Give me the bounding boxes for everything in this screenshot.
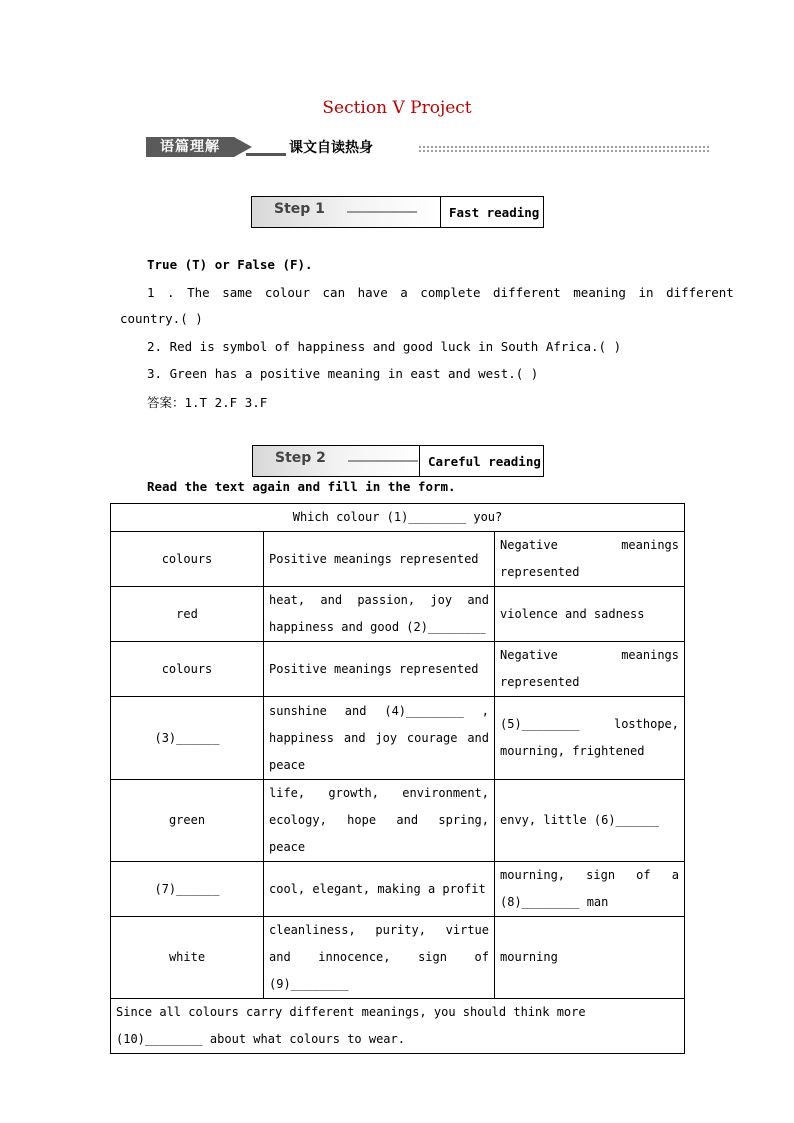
table-row	[111, 642, 685, 697]
step1-badge	[252, 197, 441, 227]
table-footer: Since all colours carry different meanings, you should think more (10)________ about what colours to wear.	[111, 999, 685, 1054]
table-cell: cleanliness, purity, virtue and innocence, sign of (9)________	[264, 917, 495, 999]
table-cell: mourning	[495, 917, 685, 999]
table-row	[111, 862, 685, 917]
step2-badge	[253, 446, 420, 476]
table-cell: sunshine and (4)________ , happiness and joy courage and peace	[264, 697, 495, 780]
table-footer-row	[111, 999, 685, 1054]
table-cell: Positive meanings represented	[264, 532, 495, 587]
table-row	[111, 917, 685, 999]
banner-dots	[418, 145, 710, 153]
step1-badge-text: Step 1	[274, 201, 325, 217]
table-cell: (7)______	[111, 862, 264, 917]
table-cell: colours	[111, 642, 264, 697]
step1-label: Fast reading	[449, 204, 540, 220]
table-cell: heat, and passion, joy and happiness and good (2)________	[264, 587, 495, 642]
table-cell: white	[111, 917, 264, 999]
table-cell: cool, elegant, making a profit	[264, 862, 495, 917]
table-cell: Negative meanings represented	[495, 532, 685, 587]
step2-box	[252, 445, 544, 477]
table-header: Which colour (1)________ you?	[111, 504, 685, 532]
tf-answer: 答案：1.T 2.F 3.F	[147, 395, 268, 410]
colour-meaning-table	[110, 503, 685, 1054]
tf-q2: 2. Red is symbol of happiness and good luck in South Africa.( )	[147, 339, 622, 354]
table-cell: green	[111, 780, 264, 862]
banner-tag: 语篇理解	[146, 137, 234, 157]
table-cell: life, growth, environment, ecology, hope and spring, peace	[264, 780, 495, 862]
tf-q1-line2: country.( )	[120, 311, 203, 326]
table-cell: Negative meanings represented	[495, 642, 685, 697]
banner-subtitle: 课文自读热身	[289, 140, 373, 156]
page-title: Section V Project	[322, 98, 472, 118]
table-cell: (5)________ losthope, mourning, frightened	[495, 697, 685, 780]
step1-box	[251, 196, 544, 228]
table-cell: (3)______	[111, 697, 264, 780]
table-cell: violence and sadness	[495, 587, 685, 642]
table-cell: colours	[111, 532, 264, 587]
step2-badge-text: Step 2	[275, 450, 326, 466]
table-row	[111, 587, 685, 642]
table-row	[111, 697, 685, 780]
step2-label: Careful reading	[428, 453, 541, 469]
tf-heading: True (T) or False (F).	[147, 257, 313, 272]
tf-q3: 3. Green has a positive meaning in east and west.( )	[147, 366, 539, 381]
table-row	[111, 532, 685, 587]
tf-q1-line1: 1 . The same colour can have a complete different meaning in different	[147, 285, 734, 300]
form-instruction: Read the text again and fill in the form.	[147, 479, 456, 494]
table-cell: Positive meanings represented	[264, 642, 495, 697]
table-cell: envy, little (6)______	[495, 780, 685, 862]
table-header-row	[111, 504, 685, 532]
section-banner	[146, 135, 711, 161]
banner-rule	[246, 153, 286, 156]
table-row	[111, 780, 685, 862]
table-cell: mourning, sign of a (8)________ man	[495, 862, 685, 917]
table-cell: red	[111, 587, 264, 642]
